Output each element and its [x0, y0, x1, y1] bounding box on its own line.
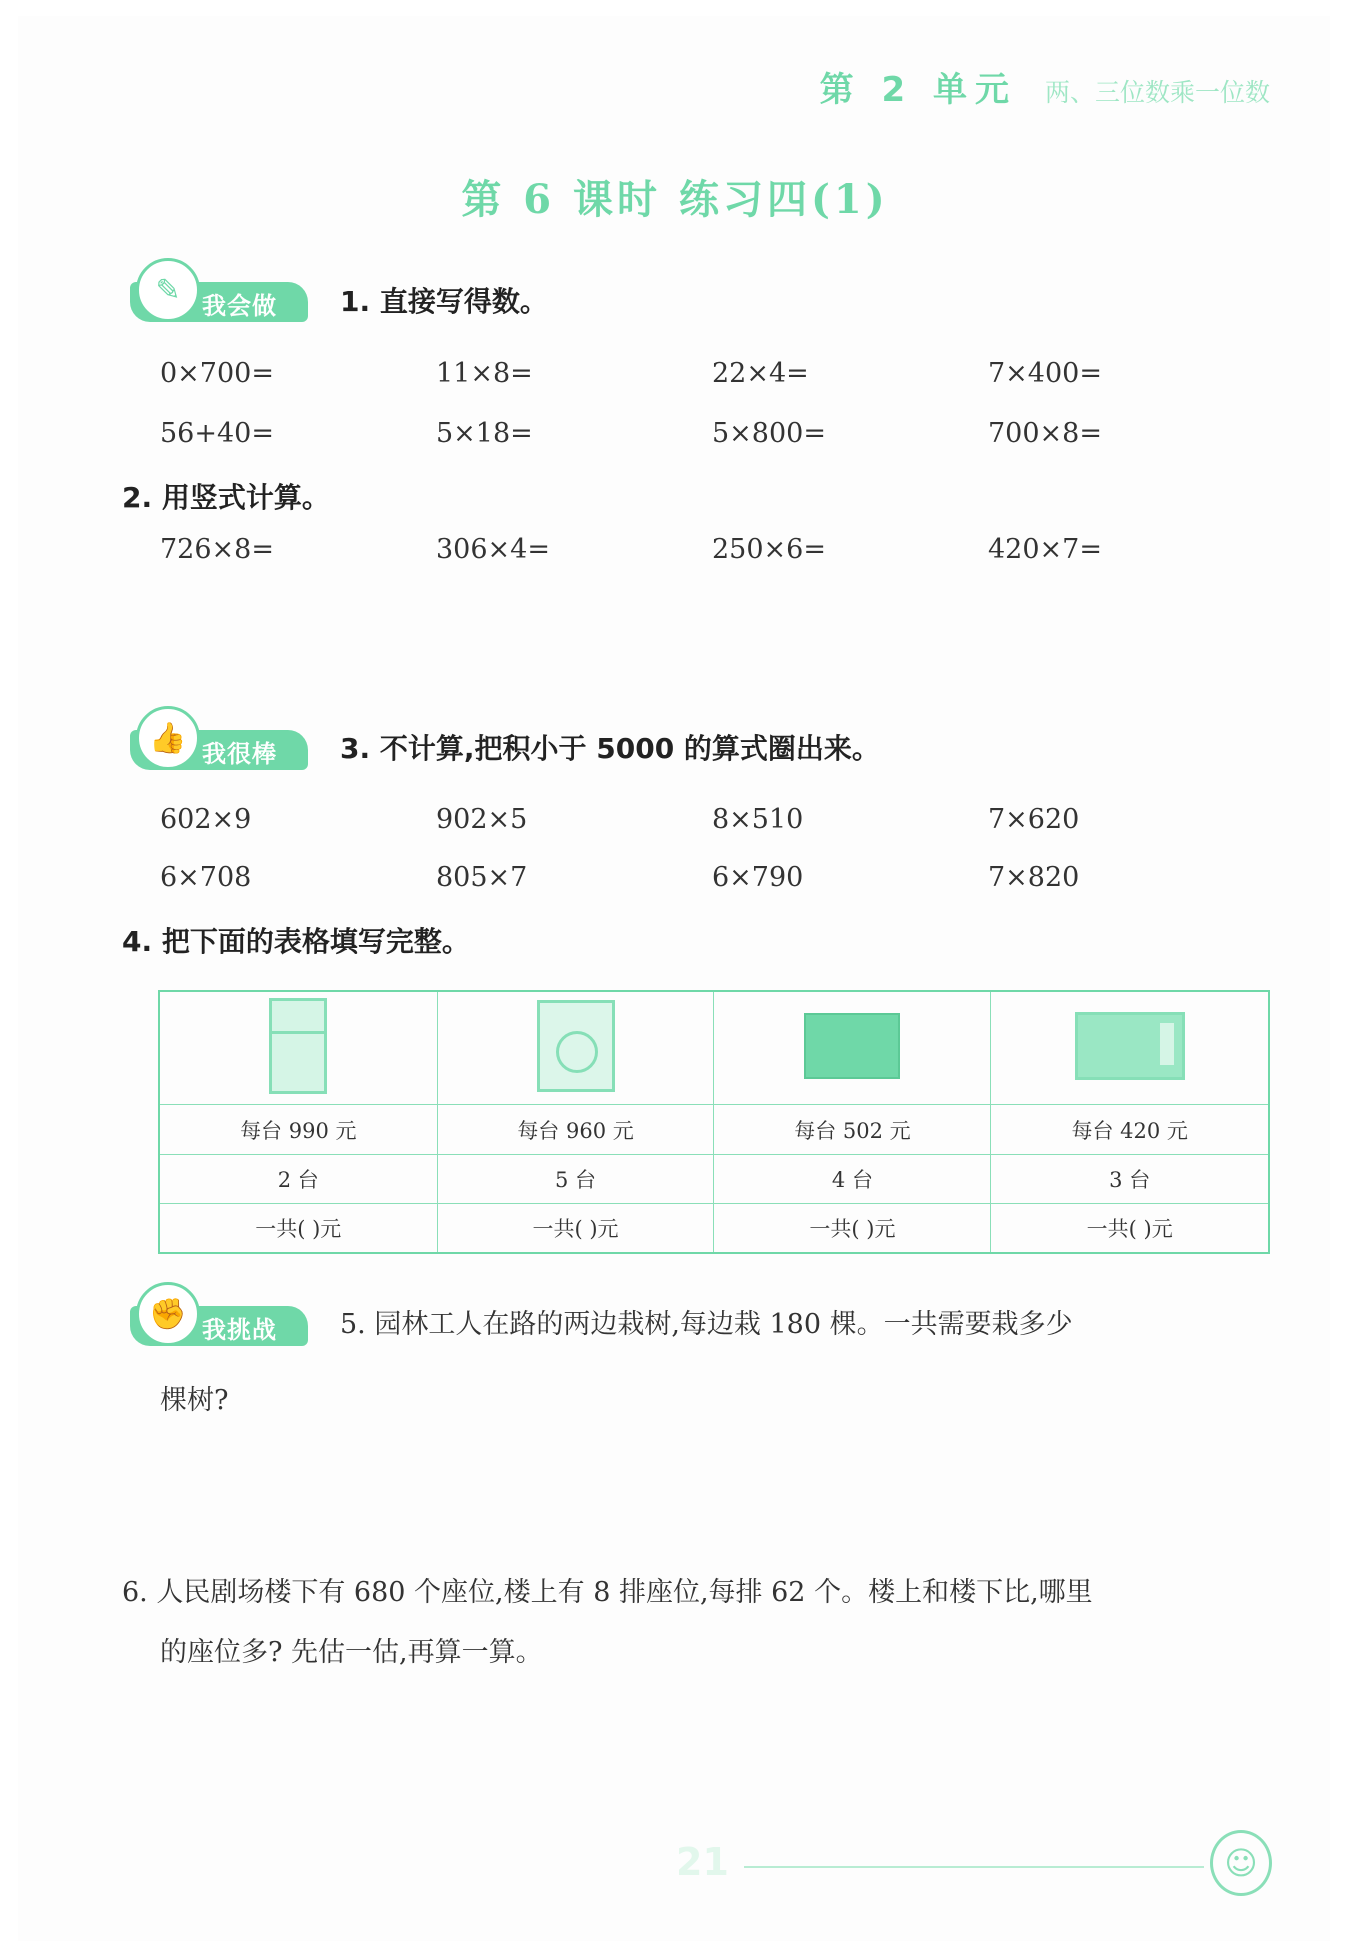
q1-expr: 700×8= — [988, 418, 1102, 449]
washing-machine-icon — [537, 1000, 615, 1092]
q3-expr: 7×820 — [988, 862, 1080, 893]
badge-can-do — [130, 268, 310, 320]
q5-line-1: 5. 园林工人在路的两边栽树,每边栽 180 棵。一共需要栽多少 — [340, 1309, 1073, 1340]
badge-label: 我会做 — [202, 292, 277, 320]
price-cell: 每台 990 元 — [159, 1105, 437, 1154]
unit-subtitle: 两、三位数乘一位数 — [1044, 78, 1270, 107]
q1-expr: 7×400= — [988, 358, 1102, 389]
thumbs-up-icon: 👍 — [136, 706, 200, 770]
q3-heading: 3. 不计算,把积小于 5000 的算式圈出来。 — [340, 732, 880, 765]
total-cell[interactable]: 一共( )元 — [437, 1203, 714, 1253]
count-cell: 4 台 — [714, 1154, 991, 1203]
badge-great — [130, 716, 310, 768]
q1-expr: 5×800= — [712, 418, 826, 449]
page-header — [820, 62, 1270, 111]
q3-expr: 602×9 — [160, 804, 252, 835]
q3-expr: 902×5 — [436, 804, 528, 835]
page-number: 21 — [676, 1840, 729, 1884]
total-cell[interactable]: 一共( )元 — [714, 1203, 991, 1253]
total-cell[interactable]: 一共( )元 — [991, 1203, 1269, 1253]
price-table — [158, 990, 1270, 1254]
q2-expr: 306×4= — [436, 534, 550, 565]
price-cell: 每台 502 元 — [714, 1105, 991, 1154]
footer-rule — [744, 1866, 1204, 1868]
q3-row-1 — [160, 804, 1280, 835]
table-row — [159, 991, 1269, 1105]
q6-line-2: 的座位多? 先估一估,再算一算。 — [160, 1637, 543, 1668]
table-cell — [437, 991, 714, 1105]
lesson-title: 第 6 课时 练习四(1) — [461, 176, 889, 223]
television-icon — [804, 1013, 900, 1079]
q1-row-2 — [160, 418, 1280, 449]
q1-expr: 22×4= — [712, 358, 809, 389]
total-cell[interactable]: 一共( )元 — [159, 1203, 437, 1253]
fist-icon: ✊ — [136, 1282, 200, 1346]
badge-label: 我很棒 — [202, 740, 277, 768]
table-cell — [159, 991, 437, 1105]
q5-line-2: 棵树? — [160, 1385, 229, 1416]
q3-expr: 6×708 — [160, 862, 252, 893]
microwave-icon — [1075, 1012, 1185, 1080]
q2-expr: 250×6= — [712, 534, 826, 565]
q2-expr: 420×7= — [988, 534, 1102, 565]
mascot-icon: ☺ — [1210, 1830, 1272, 1896]
q2-row-1 — [160, 534, 1280, 565]
q1-heading: 1. 直接写得数。 — [340, 285, 548, 318]
table-cell — [991, 991, 1269, 1105]
badge-label: 我挑战 — [202, 1316, 277, 1344]
q1-expr: 5×18= — [436, 418, 533, 449]
count-cell: 2 台 — [159, 1154, 437, 1203]
unit-label: 第 2 单元 — [819, 70, 1017, 110]
q1-expr: 11×8= — [436, 358, 533, 389]
q3-expr: 7×620 — [988, 804, 1080, 835]
q6-line-1: 6. 人民剧场楼下有 680 个座位,楼上有 8 排座位,每排 62 个。楼上和楼下比,哪里 — [122, 1577, 1093, 1608]
q3-expr: 6×790 — [712, 862, 804, 893]
table-cell — [714, 991, 991, 1105]
count-cell: 5 台 — [437, 1154, 714, 1203]
q3-row-2 — [160, 862, 1280, 893]
q1-expr: 0×700= — [160, 358, 274, 389]
q2-heading: 2. 用竖式计算。 — [122, 481, 330, 514]
q1-expr: 56+40= — [160, 418, 274, 449]
q3-expr: 805×7 — [436, 862, 528, 893]
table-row — [159, 1105, 1269, 1154]
q4-heading: 4. 把下面的表格填写完整。 — [122, 925, 470, 958]
table-row — [159, 1154, 1269, 1203]
table-row — [159, 1203, 1269, 1253]
q3-expr: 8×510 — [712, 804, 804, 835]
badge-challenge — [130, 1292, 310, 1344]
price-cell: 每台 960 元 — [437, 1105, 714, 1154]
q2-expr: 726×8= — [160, 534, 274, 565]
count-cell: 3 台 — [991, 1154, 1269, 1203]
refrigerator-icon — [269, 998, 327, 1094]
price-cell: 每台 420 元 — [991, 1105, 1269, 1154]
pencil-icon: ✎ — [136, 258, 200, 322]
q1-row-1 — [160, 358, 1280, 389]
